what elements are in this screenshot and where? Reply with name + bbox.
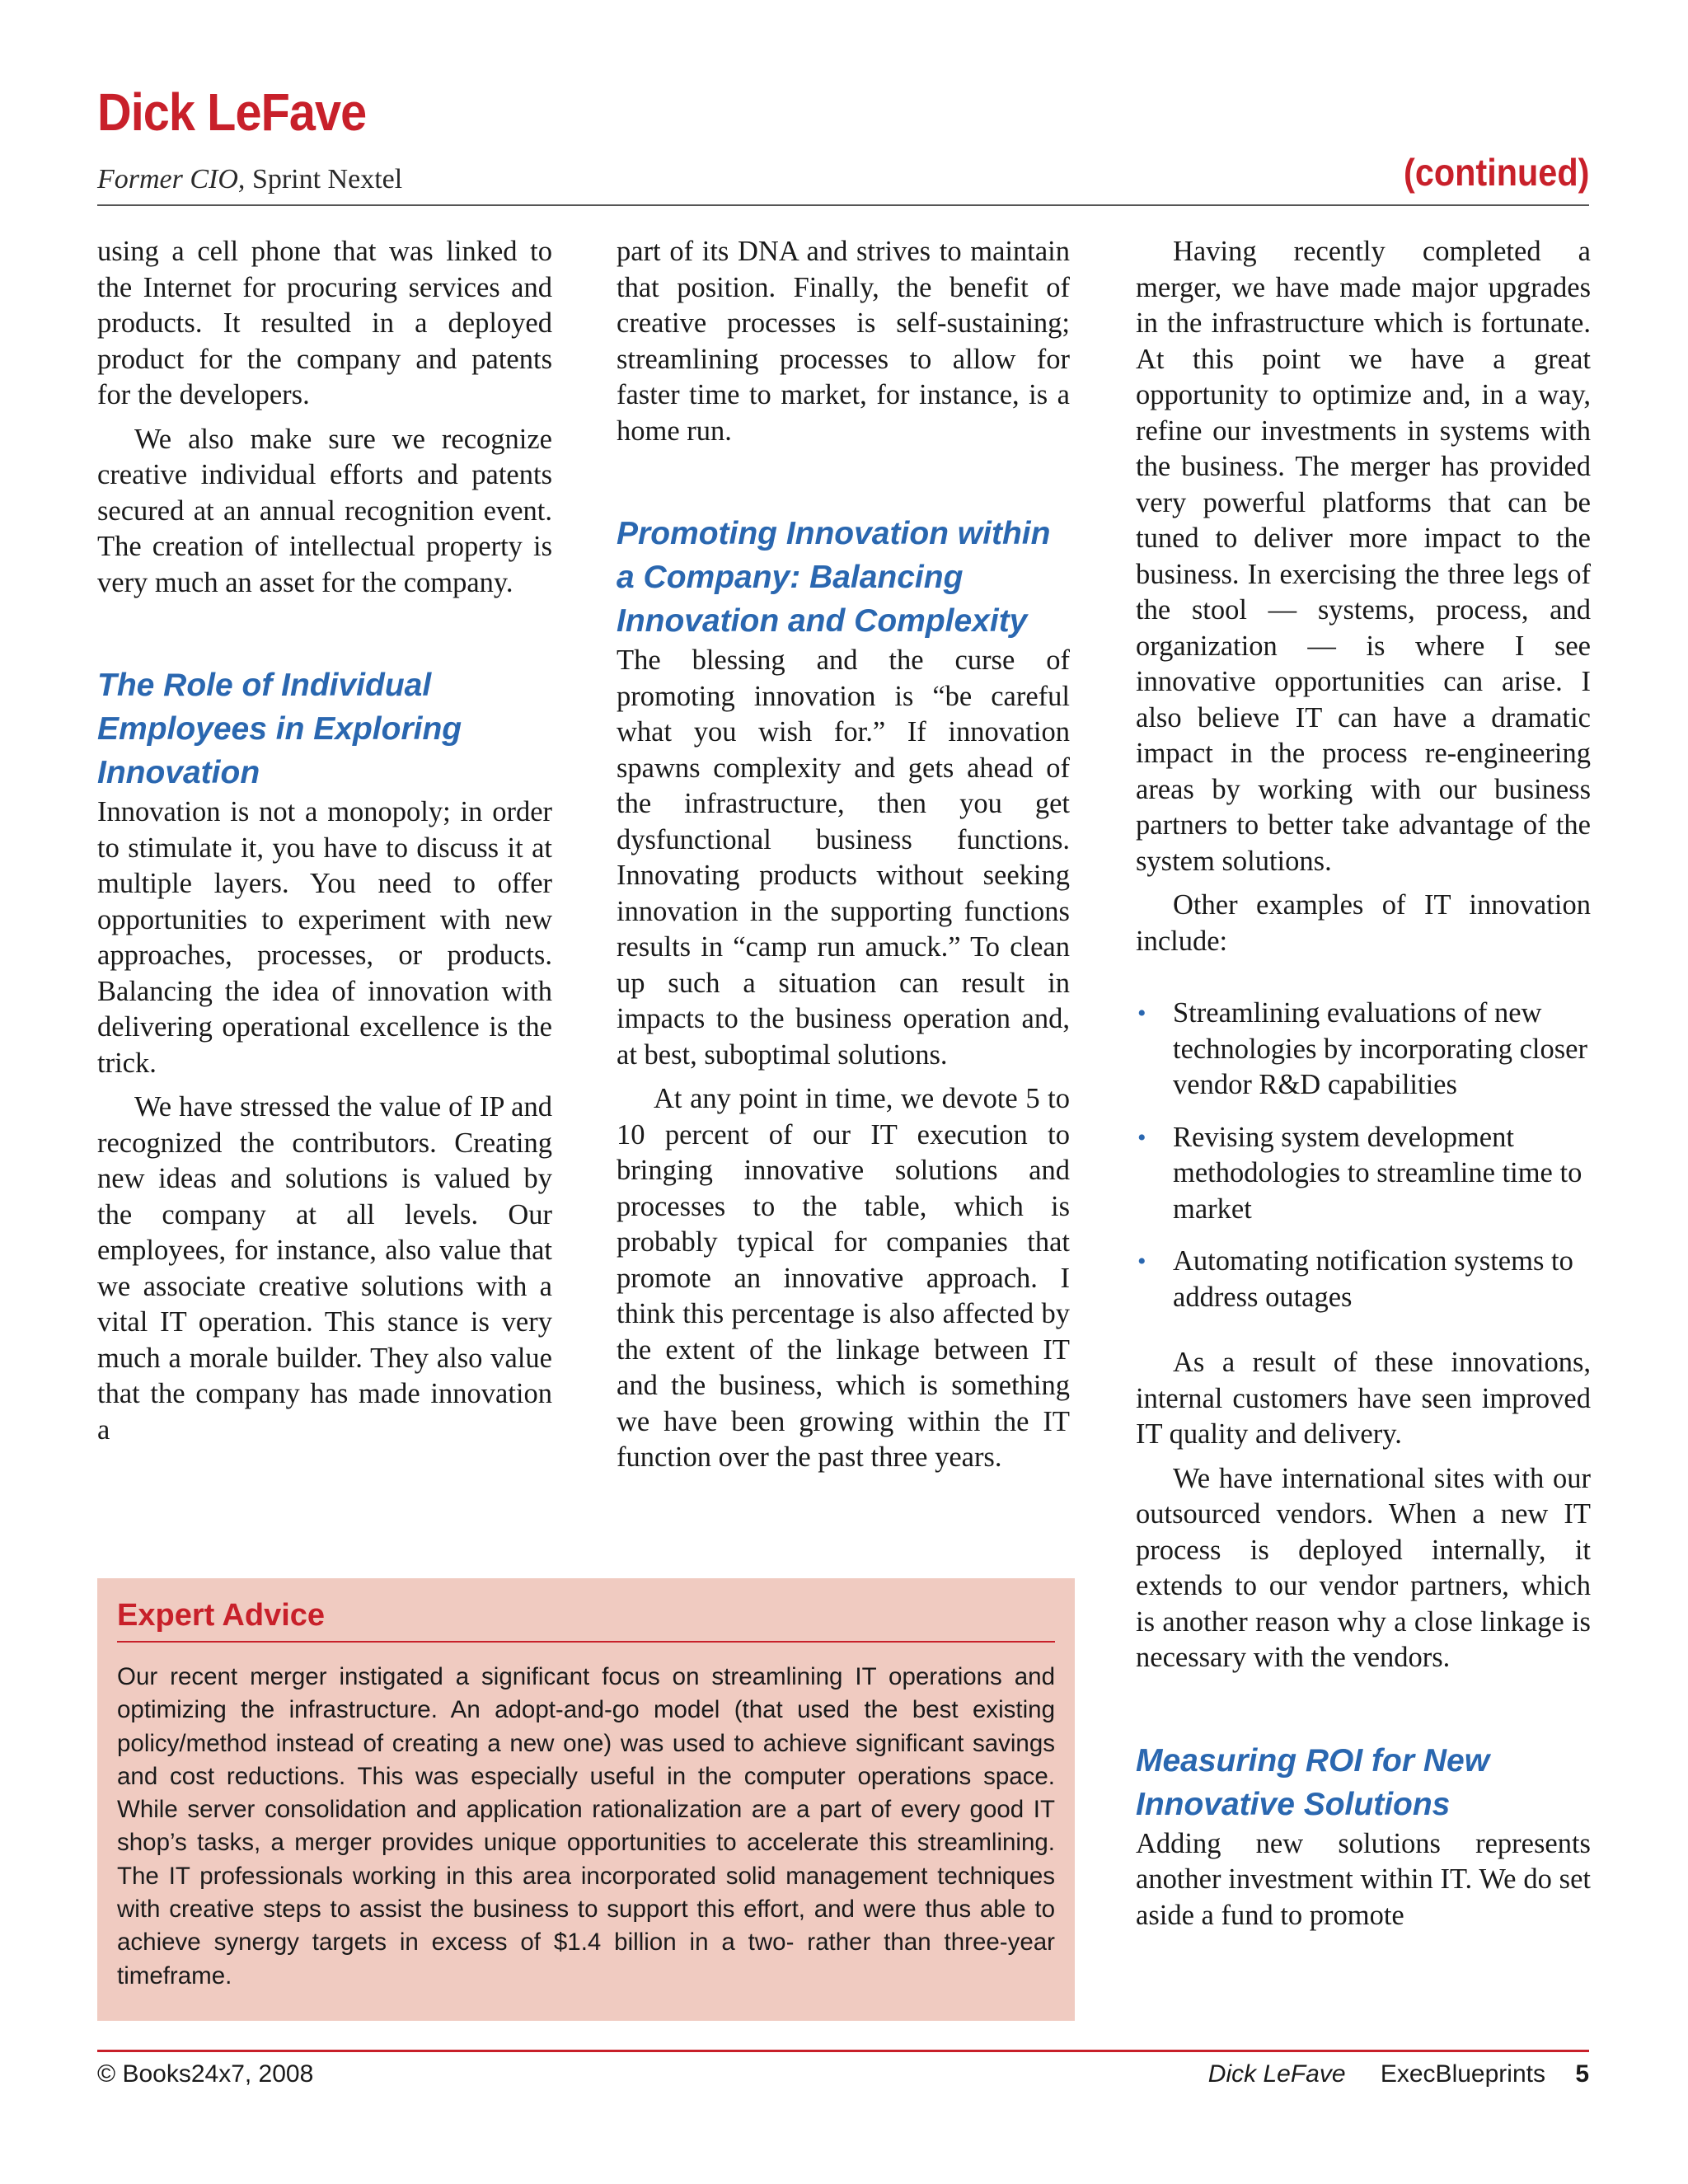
- col2-paragraph-2: The blessing and the curse of promoting innovation is “be careful what you wish for.” If innovation spawns complexity and gets ahead of the infrastructure, then you get dysfunctional business functions. Innovating products without seeking innovation in the supporting functions results in “camp run amuck.” To clean up such a situation can result in impacts to the business operation and, at best, suboptimal solutions.: [617, 644, 1070, 1071]
- author-title: [97, 163, 402, 197]
- page-footer: [97, 2056, 1589, 2093]
- section-heading-promoting-innovation: Promoting Innovation within a Company: Balancing Innovation and Complexity: [617, 516, 1051, 639]
- col3-paragraph-2: Other examples of IT innovation include:: [1136, 889, 1591, 957]
- author-role: Former CIO,: [97, 164, 246, 194]
- author-name: Dick LeFave: [97, 82, 367, 142]
- expert-advice-title: Expert Advice: [117, 1595, 1055, 1643]
- column-1: [97, 234, 552, 1448]
- list-item-text: Streamlining evaluations of new technologies by incorporating closer vendor R&D capabilities: [1173, 997, 1587, 1100]
- expert-advice-box: [97, 1578, 1075, 2021]
- bullet-icon: •: [1137, 1123, 1146, 1151]
- list-item: [1136, 1120, 1591, 1228]
- section-heading-measuring-roi: Measuring ROI for New Innovative Solutions: [1136, 1742, 1490, 1822]
- list-item-text: Automating notification systems to address outages: [1173, 1245, 1573, 1313]
- bullet-icon: •: [1137, 1248, 1146, 1275]
- page-number: 5: [1575, 2060, 1589, 2088]
- column-2: [617, 234, 1070, 1476]
- bullet-icon: •: [1137, 1000, 1146, 1027]
- copyright-text: © Books24x7, 2008: [97, 2060, 314, 2088]
- header-divider: [97, 204, 1589, 206]
- col1-paragraph-2: We also make sure we recognize creative individual efforts and patents secured at an annual recognition event. The creation of intellectual property is very much an asset for the company.: [97, 423, 552, 598]
- col3-paragraph-3: As a result of these innovations, internal customers have seen improved IT quality and delivery.: [1136, 1347, 1591, 1450]
- col3-paragraph-5: Adding new solutions represents another investment within IT. We do set aside a fund to promote: [1136, 1827, 1591, 1931]
- footer-right: [1208, 2056, 1589, 2093]
- footer-divider: [97, 2050, 1589, 2052]
- col2-paragraph-3: At any point in time, we devote 5 to 10 percent of our IT execution to bringing innovative solutions and processes to the table, which is probably typical for companies that promote an innovative approach. I think this percentage is also affected by the extent of the linkage between IT and the business, which is something we have been growing within the IT function over the past three years.: [617, 1083, 1070, 1473]
- list-item: [1136, 1244, 1591, 1315]
- innovation-examples-list: [1136, 996, 1591, 1315]
- expert-advice-body: Our recent merger instigated a significant focus on streamlining IT operations and optimizing the infrastructure. An adopt-and-go model (that used the best existing policy/method instead of creating a new one) was used to achieve significant savings and cost reductions. This was especially useful in the computer operations space. While server consolidation and application rationalization are a part of every good IT shop’s tasks, a merger provides unique opportunities to accelerate this streamlining. The IT professionals working in this area incorporated solid management techniques with creative steps to assist the business to support this effort, and were thus able to achieve synergy targets in excess of $1.4 billion in a two- rather than three-year timeframe.: [117, 1663, 1055, 1990]
- col3-paragraph-4: We have international sites with our outsourced vendors. When a new IT process is deployed internally, it extends to our vendor partners, which is another reason why a close linkage is necessary with the vendors.: [1136, 1462, 1591, 1673]
- col1-paragraph-1: using a cell phone that was linked to the Internet for procuring services and products. It resulted in a deployed product for the company and patents for the developers.: [97, 236, 552, 410]
- list-item-text: Revising system development methodologies to streamline time to market: [1173, 1121, 1582, 1225]
- col2-paragraph-1: part of its DNA and strives to maintain that position. Finally, the benefit of creative processes is self-sustaining; streamlining processes to allow for faster time to market, for instance, is a home run.: [617, 236, 1070, 447]
- author-company: Sprint Nextel: [251, 164, 403, 194]
- col1-paragraph-4: We have stressed the value of IP and recognized the contributors. Creating new ideas and solutions is valued by the company at all levels. Our employees, for instance, also value that we associate creative solutions with a vital IT operation. This stance is very much a morale builder. They also value that the company has made innovation a: [97, 1091, 552, 1446]
- footer-series: ExecBlueprints: [1380, 2060, 1545, 2088]
- col1-paragraph-3: Innovation is not a monopoly; in order to stimulate it, you have to discuss it at multiple layers. You need to offer opportunities to experiment with new approaches, processes, or products. Balancing the idea of innovation with delivering operational excellence is the trick.: [97, 796, 552, 1079]
- column-3: [1136, 234, 1591, 1933]
- footer-author: Dick LeFave: [1207, 2060, 1346, 2088]
- continued-label: (continued): [1403, 151, 1589, 194]
- section-heading-individual-employees: The Role of Individual Employees in Exploring Innovation: [97, 668, 462, 790]
- col3-paragraph-1: Having recently completed a merger, we have made major upgrades in the infrastructure which is fortunate. At this point we have a great opportunity to optimize and, in a way, refine our investments in systems with the business. The merger has provided very powerful platforms that can be tuned to deliver more impact to the business. In exercising the three legs of the stool — systems, process, and organization — is where I see innovative opportunities can arise. I also believe IT can have a dramatic impact in the process re-engineering areas by working with our business partners to better take advantage of the system solutions.: [1136, 236, 1591, 877]
- list-item: [1136, 996, 1591, 1104]
